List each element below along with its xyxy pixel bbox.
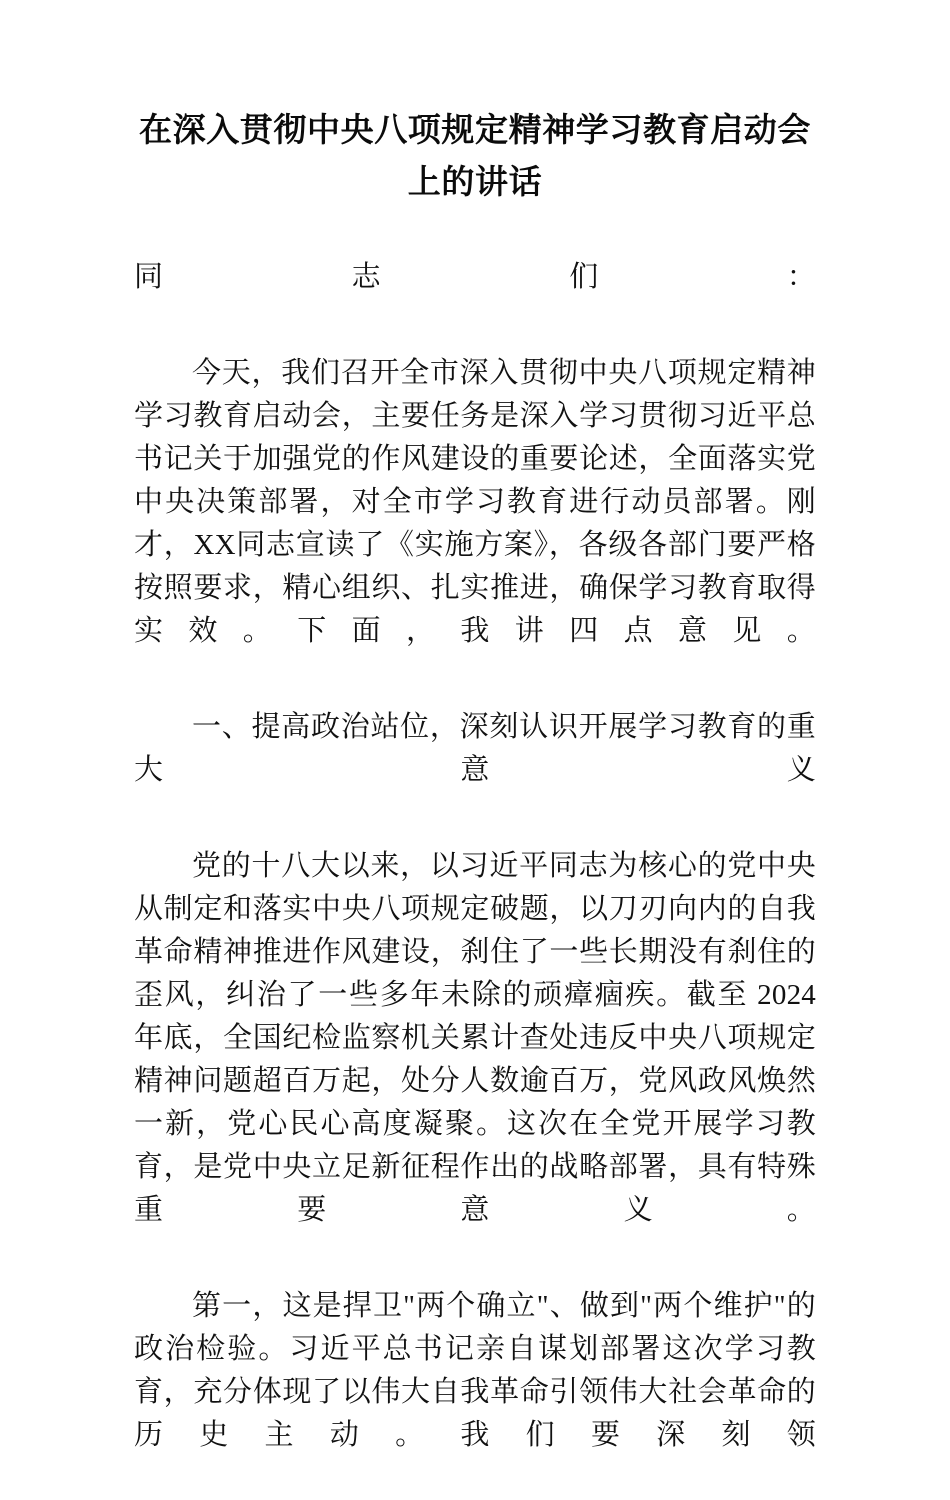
paragraph-intro: 今天，我们召开全市深入贯彻中央八项规定精神学习教育启动会，主要任务是深入学习贯彻习近平总书记关于加强党的作风建设的重要论述，全面落实党中央决策部署，对全市学习教育进行动员部署。刚才，XX同志宣读了《实施方案》，各级各部门要严格按照要求，精心组织、扎实推进，确保学习教育取得实效。下面，我讲四点意见。: [134, 357, 816, 647]
page-title: 在深入贯彻中央八项规定精神学习教育启动会上的讲话: [139, 110, 811, 201]
paragraph-section1-2: 第一，这是捍卫"两个确立"、做到"两个维护"的政治检验。习近平总书记亲自谋划部署这次学习教育，充分体现了以伟大自我革命引领伟大社会革命的历史主动。我们要深刻领: [134, 1290, 816, 1451]
section-heading-1: 一、提高政治站位，深刻认识开展学习教育的重大意义: [134, 711, 816, 786]
document-body: [134, 256, 816, 1500]
document-content: [134, 0, 816, 1500]
paragraph-section1-1: 党的十八大以来，以习近平同志为核心的党中央从制定和落实中央八项规定破题，以刀刃向内的自我革命精神推进作风建设，刹住了一些长期没有刹住的歪风，纠治了一些多年未除的顽瘴痼疾。截至 2024 年底，全国纪检监察机关累计查处违反中央八项规定精神问题超百万起，处分人数逾百万，党风政风焕然一新，党心民心高度凝聚。这次在全党开展学习教育，是党中央立足新征程作出的战略部署，具有特殊重要意义。: [134, 850, 816, 1226]
salutation: 同志们：: [134, 261, 816, 293]
